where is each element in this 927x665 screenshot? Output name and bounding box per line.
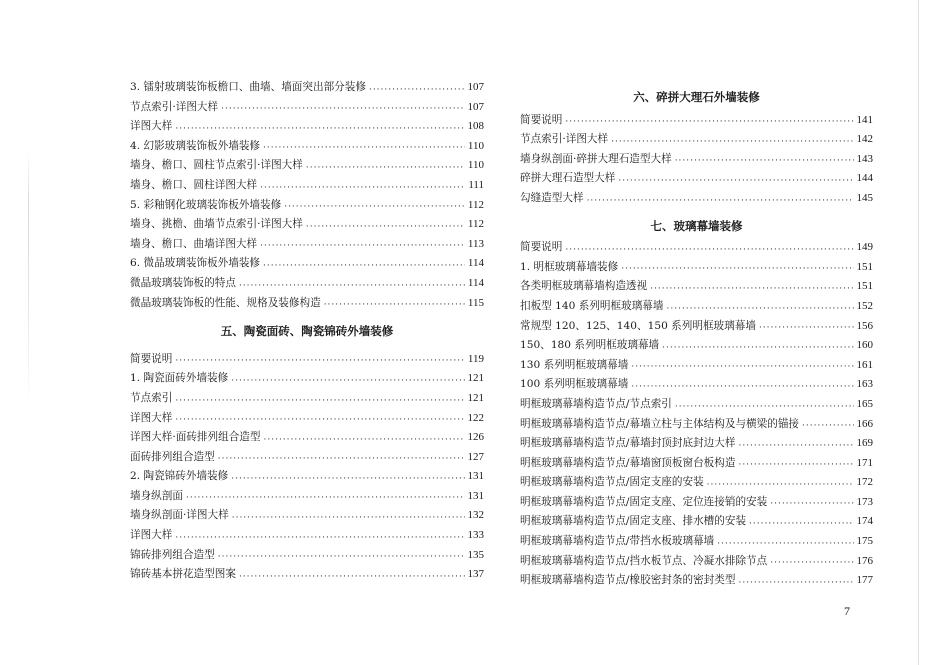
toc-entry [520, 297, 873, 317]
toc-leader-dots [186, 490, 465, 506]
toc-entry-page: 151 [856, 280, 873, 293]
toc-entry-title: 墙身、挑檐、曲墙节点索引·详图大样 [130, 218, 303, 231]
toc-entry [520, 512, 873, 532]
toc-entry-title: 墙身、檐口、圆柱详图大样 [130, 178, 258, 191]
toc-leader-dots [717, 536, 853, 552]
toc-entry-title: 墙身纵剖面 [130, 489, 183, 502]
toc-entry [520, 111, 873, 131]
toc-entry-title: 详图大样 [130, 120, 173, 133]
toc-leader-dots [618, 173, 853, 189]
toc-entry-title: 墙身、檐口、圆柱节点索引·详图大样 [130, 159, 303, 172]
toc-entry-title: 节点索引·详图大样 [520, 133, 609, 146]
toc-entry-title: 扣板型 140 系列明框玻璃幕墙 [520, 299, 664, 312]
toc-entry [520, 434, 873, 454]
toc-entry-title: 详图大样 [130, 529, 173, 542]
toc-entry-page: 131 [467, 470, 484, 483]
toc-entry-title: 明框玻璃幕墙构造节点/幕墙窗顶板窗台板构造 [520, 456, 736, 469]
toc-leader-dots [239, 569, 465, 585]
toc-entry-title: 明框玻璃幕墙构造节点/节点索引 [520, 397, 672, 410]
toc-entry-page: 133 [467, 529, 484, 542]
toc-entry-title: 详图大样·面砖排列组合造型 [130, 431, 261, 444]
toc-entry-page: 165 [856, 397, 873, 410]
page-edge-line [918, 0, 919, 665]
toc-entry [130, 294, 484, 314]
toc-entry-title: 1. 陶瓷面砖外墙装修 [130, 372, 229, 385]
toc-entry-page: 169 [856, 437, 873, 450]
toc-list-left-b [130, 350, 484, 585]
toc-entry-title: 墙身纵剖面·碎拼大理石造型大样 [520, 152, 672, 165]
toc-entry [130, 369, 484, 389]
toc-entry-page: 151 [856, 260, 873, 273]
toc-leader-dots [565, 242, 853, 258]
toc-entry-page: 112 [467, 198, 484, 211]
toc-entry [130, 487, 484, 507]
toc-entry [130, 389, 484, 409]
toc-entry-page: 111 [468, 178, 484, 191]
toc-entry-title: 墙身纵剖面·详图大样 [130, 509, 229, 522]
toc-list-left-a [130, 78, 484, 313]
toc-entry-page: 174 [856, 515, 873, 528]
toc-entry-page: 132 [467, 509, 484, 522]
toc-leader-dots [759, 320, 854, 336]
toc-entry [130, 156, 484, 176]
toc-entry-title: 明框玻璃幕墙构造节点/幕墙封顶封底封边大样 [520, 437, 736, 450]
toc-leader-dots [175, 393, 464, 409]
section-title-5: 五、陶瓷面砖、陶瓷锦砖外墙装修 [220, 324, 394, 339]
toc-entry-page: 171 [856, 456, 873, 469]
toc-entry [130, 565, 484, 585]
toc-entry [130, 448, 484, 468]
toc-entry-page: 114 [467, 257, 484, 270]
toc-leader-dots [802, 418, 853, 434]
toc-leader-dots [631, 379, 853, 395]
toc-entry [130, 117, 484, 137]
toc-entry-title: 碎拼大理石造型大样 [520, 172, 616, 185]
toc-entry-page: 143 [856, 152, 873, 165]
toc-entry-title: 2. 陶瓷锦砖外墙装修 [130, 470, 229, 483]
toc-entry [520, 277, 873, 297]
toc-left-column [130, 78, 484, 585]
toc-entry-page: 107 [467, 81, 484, 93]
toc-leader-dots [675, 153, 854, 169]
toc-entry [520, 317, 873, 337]
toc-leader-dots [306, 219, 465, 235]
toc-entry-page: 114 [467, 276, 484, 289]
toc-entry [520, 189, 873, 209]
toc-entry-page: 131 [467, 489, 484, 502]
toc-entry-title: 常规型 120、125、140、150 系列明框玻璃幕墙 [520, 319, 756, 332]
toc-leader-dots [221, 101, 464, 117]
toc-entry-page: 110 [467, 159, 484, 172]
toc-entry [130, 78, 484, 98]
toc-entry-page: 152 [856, 299, 873, 312]
toc-entry-title: 简要说明 [520, 113, 563, 126]
toc-entry-page: 122 [467, 411, 484, 424]
toc-entry-title: 1. 明框玻璃幕墙装修 [520, 260, 619, 273]
toc-leader-dots [260, 238, 465, 254]
toc-leader-dots [263, 258, 465, 274]
toc-entry-title: 微晶玻璃装饰板的特点 [130, 276, 236, 289]
toc-entry [520, 493, 873, 513]
toc-entry-title: 130 系列明框玻璃幕墙 [520, 358, 629, 371]
toc-entry [130, 526, 484, 546]
toc-entry-page: 107 [467, 100, 484, 113]
scan-edge-shadow [28, 150, 29, 410]
toc-entry-title: 4. 幻影玻璃装饰板外墙装修 [130, 139, 261, 152]
toc-entry-page: 135 [467, 548, 484, 561]
toc-entry-page: 144 [856, 172, 873, 185]
toc-entry-title: 5. 彩釉钢化玻璃装饰板外墙装修 [130, 198, 282, 211]
toc-leader-dots [662, 340, 853, 356]
toc-entry-title: 节点索引 [130, 391, 173, 404]
toc-entry [520, 356, 873, 376]
toc-leader-dots [770, 496, 853, 512]
toc-leader-dots [231, 471, 464, 487]
toc-entry-page: 173 [856, 495, 873, 508]
toc-entry [520, 336, 873, 356]
toc-entry-page: 127 [467, 450, 484, 463]
toc-leader-dots [749, 516, 853, 532]
toc-entry-title: 各类明框玻璃幕墙构造透视 [520, 280, 648, 293]
toc-entry-title: 明框玻璃幕墙构造节点/固定支座、定位连接销的安装 [520, 495, 768, 508]
toc-leader-dots [175, 530, 464, 546]
toc-entry-title: 简要说明 [520, 241, 563, 254]
toc-leader-dots [175, 412, 464, 428]
toc-leader-dots [675, 399, 854, 415]
toc-entry [520, 571, 873, 591]
toc-leader-dots [284, 199, 465, 215]
toc-entry [130, 506, 484, 526]
toc-leader-dots [218, 549, 465, 565]
toc-entry-title: 明框玻璃幕墙构造节点/幕墙立柱与主体结构及与横梁的锚接 [520, 417, 800, 430]
toc-leader-dots [175, 353, 465, 369]
toc-leader-dots [239, 278, 465, 294]
toc-leader-dots [231, 373, 464, 389]
toc-leader-dots [218, 451, 465, 467]
toc-leader-dots [667, 301, 854, 317]
toc-entry-page: 141 [856, 113, 873, 126]
toc-list-right-a [520, 111, 873, 209]
toc-leader-dots [738, 438, 853, 454]
toc-list-right-b [520, 238, 873, 591]
toc-entry-page: 172 [856, 476, 873, 489]
toc-entry-page: 160 [856, 339, 873, 352]
toc-entry-page: 113 [467, 237, 484, 250]
toc-entry-title: 锦砖排列组合造型 [130, 548, 215, 561]
toc-leader-dots [621, 261, 853, 277]
toc-entry-title: 勾缝造型大样 [520, 191, 584, 204]
toc-entry [520, 130, 873, 150]
toc-entry-page: 119 [467, 352, 484, 365]
toc-entry-title: 微晶玻璃装饰板的性能、规格及装修构造 [130, 296, 321, 309]
toc-leader-dots [324, 297, 465, 313]
toc-entry [130, 409, 484, 429]
toc-entry [130, 176, 484, 196]
toc-entry-page: 166 [856, 417, 873, 430]
toc-entry [130, 137, 484, 157]
toc-leader-dots [565, 114, 853, 130]
toc-entry-page: 176 [856, 554, 873, 567]
toc-entry-title: 3. 镭射玻璃装饰板檐口、曲墙、墙面突出部分装修 [130, 81, 366, 93]
toc-entry [130, 98, 484, 118]
toc-entry-page: 112 [467, 218, 484, 231]
toc-entry-page: 121 [467, 391, 484, 404]
toc-entry-page: 163 [856, 378, 873, 391]
toc-entry [520, 415, 873, 435]
toc-entry [130, 196, 484, 216]
toc-entry [130, 254, 484, 274]
toc-entry-page: 175 [856, 535, 873, 548]
toc-entry-title: 明框玻璃幕墙构造节点/带挡水板玻璃幕墙 [520, 535, 715, 548]
toc-entry-title: 明框玻璃幕墙构造节点/橡胶密封条的密封类型 [520, 574, 736, 587]
toc-entry [520, 169, 873, 189]
toc-entry [520, 238, 873, 258]
toc-entry [520, 532, 873, 552]
toc-entry-page: 161 [856, 358, 873, 371]
toc-entry [130, 546, 484, 566]
section-title-6: 六、碎拼大理石外墙装修 [633, 90, 760, 104]
toc-leader-dots [738, 575, 853, 591]
toc-right-column [520, 88, 873, 591]
toc-leader-dots [260, 180, 465, 196]
toc-leader-dots [175, 121, 464, 137]
toc-entry-title: 100 系列明框玻璃幕墙 [520, 378, 629, 391]
toc-entry-title: 详图大样 [130, 411, 173, 424]
toc-entry-title: 墙身、檐口、曲墙详图大样 [130, 237, 258, 250]
toc-entry-title: 简要说明 [130, 352, 173, 365]
section-title-7: 七、玻璃幕墙装修 [650, 218, 743, 233]
toc-entry [130, 467, 484, 487]
toc-entry-title: 明框玻璃幕墙构造节点/固定支座的安装 [520, 476, 704, 489]
toc-entry-page: 156 [856, 319, 873, 332]
toc-entry-page: 145 [856, 191, 873, 204]
toc-entry-title: 节点索引·详图大样 [130, 100, 219, 113]
toc-leader-dots [707, 477, 854, 493]
toc-leader-dots [611, 134, 853, 150]
toc-entry [520, 150, 873, 170]
toc-leader-dots [587, 193, 854, 209]
toc-entry-title: 150、180 系列明框玻璃幕墙 [520, 339, 660, 352]
toc-entry [520, 552, 873, 572]
toc-entry-page: 110 [467, 139, 484, 152]
toc-entry-page: 126 [467, 431, 484, 444]
toc-leader-dots [650, 281, 853, 297]
toc-entry-title: 明框玻璃幕墙构造节点/挡水板节点、冷凝水排除节点 [520, 554, 768, 567]
toc-entry-page: 177 [856, 574, 873, 587]
toc-entry-page: 115 [467, 296, 484, 309]
toc-entry [130, 274, 484, 294]
toc-entry-page: 149 [856, 241, 873, 254]
toc-entry [520, 375, 873, 395]
toc-entry-title: 6. 微晶玻璃装饰板外墙装修 [130, 257, 261, 270]
toc-entry-page: 121 [467, 372, 484, 385]
toc-entry [130, 350, 484, 370]
page-number: 7 [844, 604, 850, 618]
toc-entry-page: 108 [467, 120, 484, 133]
toc-leader-dots [263, 140, 465, 156]
toc-leader-dots [770, 555, 853, 571]
toc-entry [130, 215, 484, 235]
toc-entry-title: 明框玻璃幕墙构造节点/固定支座、排水槽的安装 [520, 515, 747, 528]
toc-leader-dots [369, 82, 465, 98]
toc-entry-page: 137 [467, 568, 484, 581]
toc-entry [520, 395, 873, 415]
toc-entry [520, 454, 873, 474]
toc-leader-dots [631, 359, 853, 375]
toc-leader-dots [264, 432, 465, 448]
toc-entry [520, 258, 873, 278]
toc-leader-dots [738, 457, 853, 473]
toc-entry-title: 锦砖基本拼花造型图案 [130, 568, 236, 581]
toc-entry-page: 142 [856, 133, 873, 146]
toc-entry [130, 235, 484, 255]
toc-entry-title: 面砖排列组合造型 [130, 450, 215, 463]
toc-leader-dots [306, 160, 465, 176]
toc-entry [130, 428, 484, 448]
toc-entry [520, 473, 873, 493]
toc-leader-dots [232, 510, 465, 526]
